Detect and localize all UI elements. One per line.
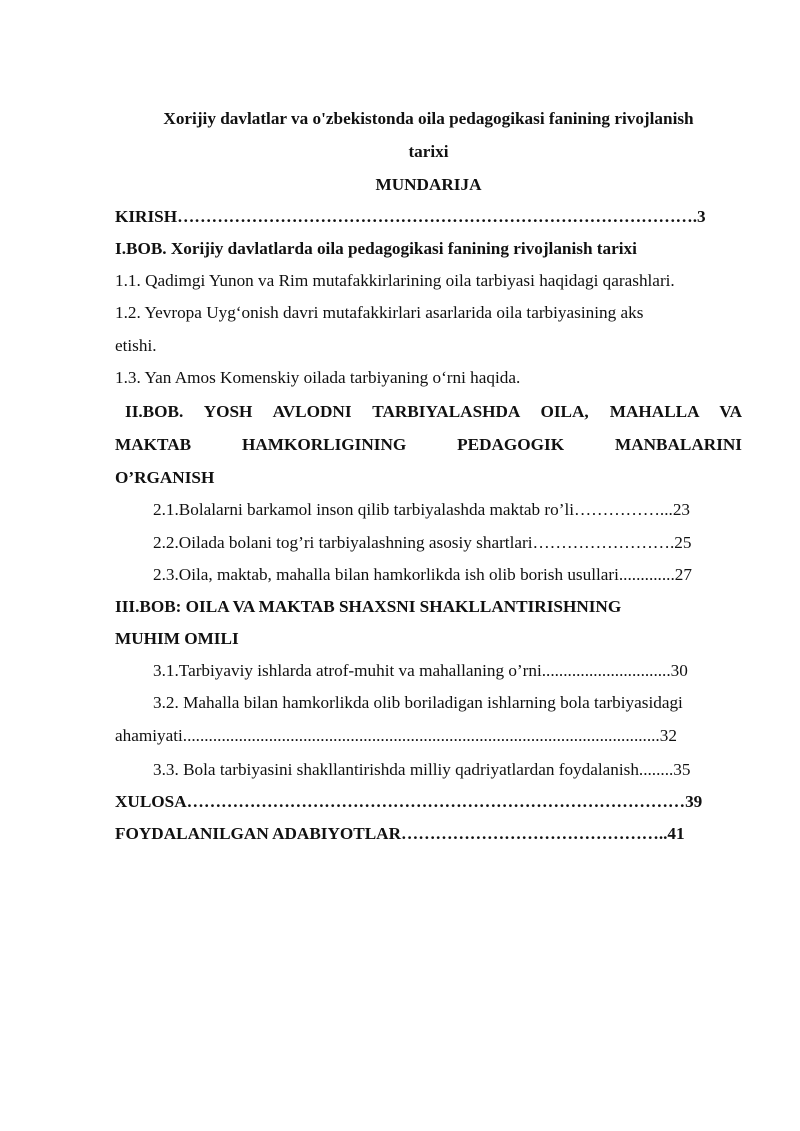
- toc-chapter-1: I.BOB. Xorijiy davlatlarda oila pedagogikasi fanining rivojlanish tarixi: [115, 239, 637, 258]
- toc-entry-3-2-line-1: 3.2. Mahalla bilan hamkorlikda olib boriladigan ishlarning bola tarbiyasidagi: [153, 693, 683, 712]
- toc-entry-adabiyotlar: FOYDALANILGAN ADABIYOTLAR………………………………………..41: [115, 824, 685, 843]
- toc-entry-1-2-line-1: 1.2. Yevropa Uyg‘onish davri mutafakkirlari asarlarida oila tarbiyasining aks: [115, 303, 644, 322]
- toc-heading: MUNDARIJA: [375, 175, 482, 194]
- toc-entry-1-1: 1.1. Qadimgi Yunon va Rim mutafakkirlarining oila tarbiyasi haqidagi qarashlari.: [115, 271, 675, 290]
- toc-entry-1-2-line-2: etishi.: [115, 336, 157, 355]
- toc-chapter-2-line-2: MAKTAB HAMKORLIGINING PEDAGOGIK MANBALARINI: [115, 435, 742, 454]
- toc-entry-xulosa: XULOSA……………………………………………………………………………39: [115, 792, 703, 811]
- toc-entry-2-2: 2.2.Oilada bolani tog’ri tarbiyalashning asosiy shartlari…………………….25: [153, 533, 692, 552]
- toc-entry-3-2-line-2: ahamiyati...............................................................................................................32: [115, 726, 677, 745]
- toc-chapter-3-line-2: MUHIM OMILI: [115, 629, 239, 648]
- toc-entry-2-3: 2.3.Oila, maktab, mahalla bilan hamkorlikda ish olib borish usullari.............27: [153, 565, 692, 584]
- toc-chapter-3-line-1: III.BOB: OILA VA MAKTAB SHAXSNI SHAKLLANTIRISHNING: [115, 597, 622, 616]
- document-title-line-1: Xorijiy davlatlar va o'zbekistonda oila pedagogikasi fanining rivojlanish: [163, 109, 694, 128]
- toc-entry-3-3: 3.3. Bola tarbiyasini shakllantirishda milliy qadriyatlardan foydalanish........35: [153, 760, 691, 779]
- toc-chapter-2-line-3: O’RGANISH: [115, 468, 215, 487]
- toc-entry-kirish: KIRISH……………………………………………………………………………….3: [115, 207, 706, 226]
- toc-entry-3-1: 3.1.Tarbiyaviy ishlarda atrof-muhit va mahallaning o’rni..............................30: [153, 661, 688, 680]
- document-title-line-2: tarixi: [408, 142, 449, 161]
- toc-entry-1-3: 1.3. Yan Amos Komenskiy oilada tarbiyaning o‘rni haqida.: [115, 368, 521, 387]
- toc-chapter-2-line-1: II.BOB. YOSH AVLODNI TARBIYALASHDA OILA, MAHALLA VA: [125, 402, 742, 421]
- toc-entry-2-1: 2.1.Bolalarni barkamol inson qilib tarbiyalashda maktab ro’li……………...23: [153, 500, 691, 519]
